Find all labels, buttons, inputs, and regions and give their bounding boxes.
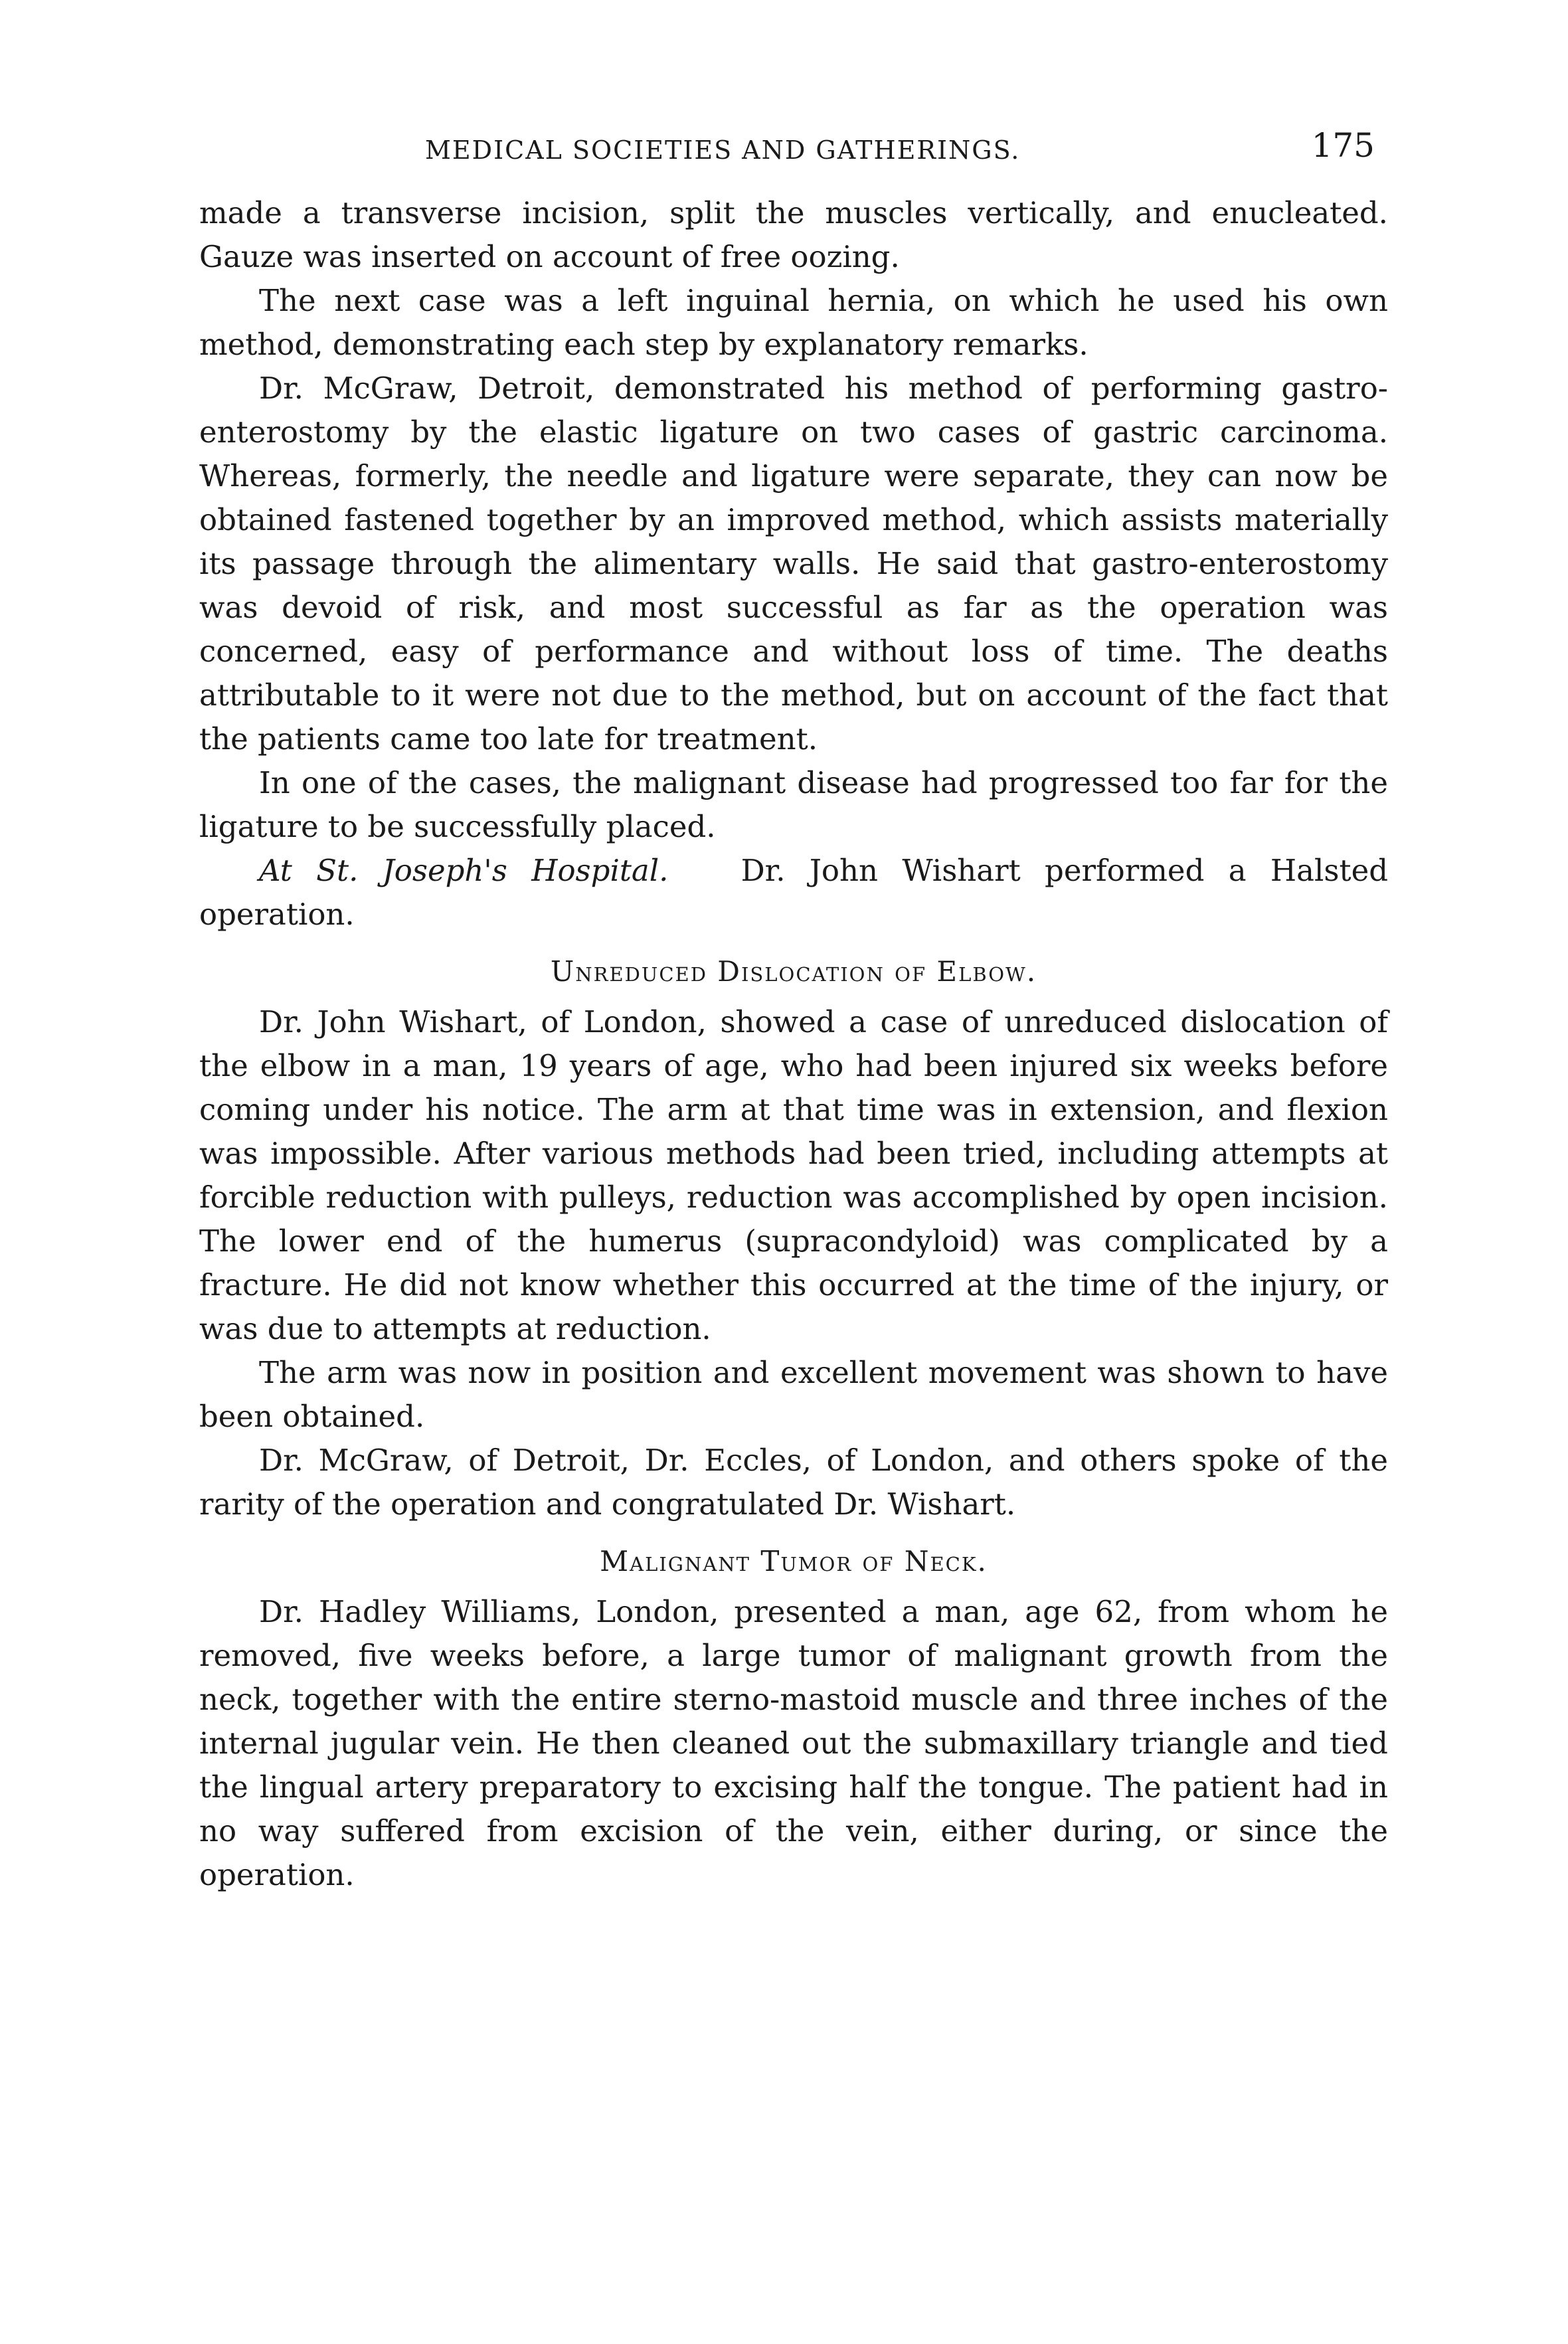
paragraph: In one of the cases, the malignant disease had progressed too far for the ligature to be successfully placed.: [199, 765, 1388, 844]
section-heading-elbow: Unreduced Dislocation of Elbow.: [550, 955, 1037, 988]
paragraph: made a transverse incision, split the muscles vertically, and enucleated. Gauze was inserted on account of free oozing.: [199, 195, 1388, 274]
page-number: 175: [1311, 126, 1375, 165]
paragraph: Dr. McGraw, of Detroit, Dr. Eccles, of London, and others spoke of the rarity of the operation and congratulated Dr. Wishart.: [199, 1443, 1388, 1522]
hospital-name: At St. Joseph's Hospital.: [259, 853, 669, 888]
body-text: [199, 191, 1388, 1897]
paragraph: Dr. Hadley Williams, London, presented a man, age 62, from whom he removed, five weeks before, a large tumor of malignant growth from the neck, together with the entire sterno-mastoid muscle and three inches of the internal jugular vein. He then cleaned out the submaxillary triangle and tied the lingual artery preparatory to excising half the tongue. The patient had in no way suffered from excision of the vein, either during, or since the operation.: [199, 1594, 1388, 1892]
section-heading-neck: Malignant Tumor of Neck.: [600, 1545, 988, 1578]
paragraph: The arm was now in position and excellent movement was shown to have been obtained.: [199, 1355, 1388, 1434]
hospital-text: Dr. John Wishart performed a Halsted operation.: [199, 853, 1389, 932]
paragraph-st-joseph: [199, 849, 1388, 937]
running-title: MEDICAL SOCIETIES AND GATHERINGS.: [425, 135, 1021, 165]
running-head: [199, 126, 1388, 173]
document-page: [199, 126, 1388, 1897]
paragraph: Dr. John Wishart, of London, showed a case of unreduced dislocation of the elbow in a man, 19 years of age, who had been injured six weeks before coming under his notice. The arm at that time was in extension, and flexion was impossible. After various methods had been tried, including attempts at forcible reduction with pulleys, reduction was accomplished by open incision. The lower end of the humerus (supracondyloid) was complicated by a fracture. He did not know whether this occurred at the time of the injury, or was due to attempts at reduction.: [199, 1004, 1388, 1346]
paragraph: Dr. McGraw, Detroit, demonstrated his method of performing gastro-enterostomy by the elastic ligature on two cases of gastric carcinoma. Whereas, formerly, the needle and ligature were separate, they can now be obtained fastened together by an improved method, which assists materially its passage through the alimentary walls. He said that gastro-enterostomy was devoid of risk, and most successful as far as the operation was concerned, easy of performance and without loss of time. The deaths attributable to it were not due to the method, but on account of the fact that the patients came too late for treatment.: [199, 371, 1388, 757]
paragraph: The next case was a left inguinal hernia, on which he used his own method, demonstrating each step by explanatory remarks.: [199, 283, 1388, 362]
